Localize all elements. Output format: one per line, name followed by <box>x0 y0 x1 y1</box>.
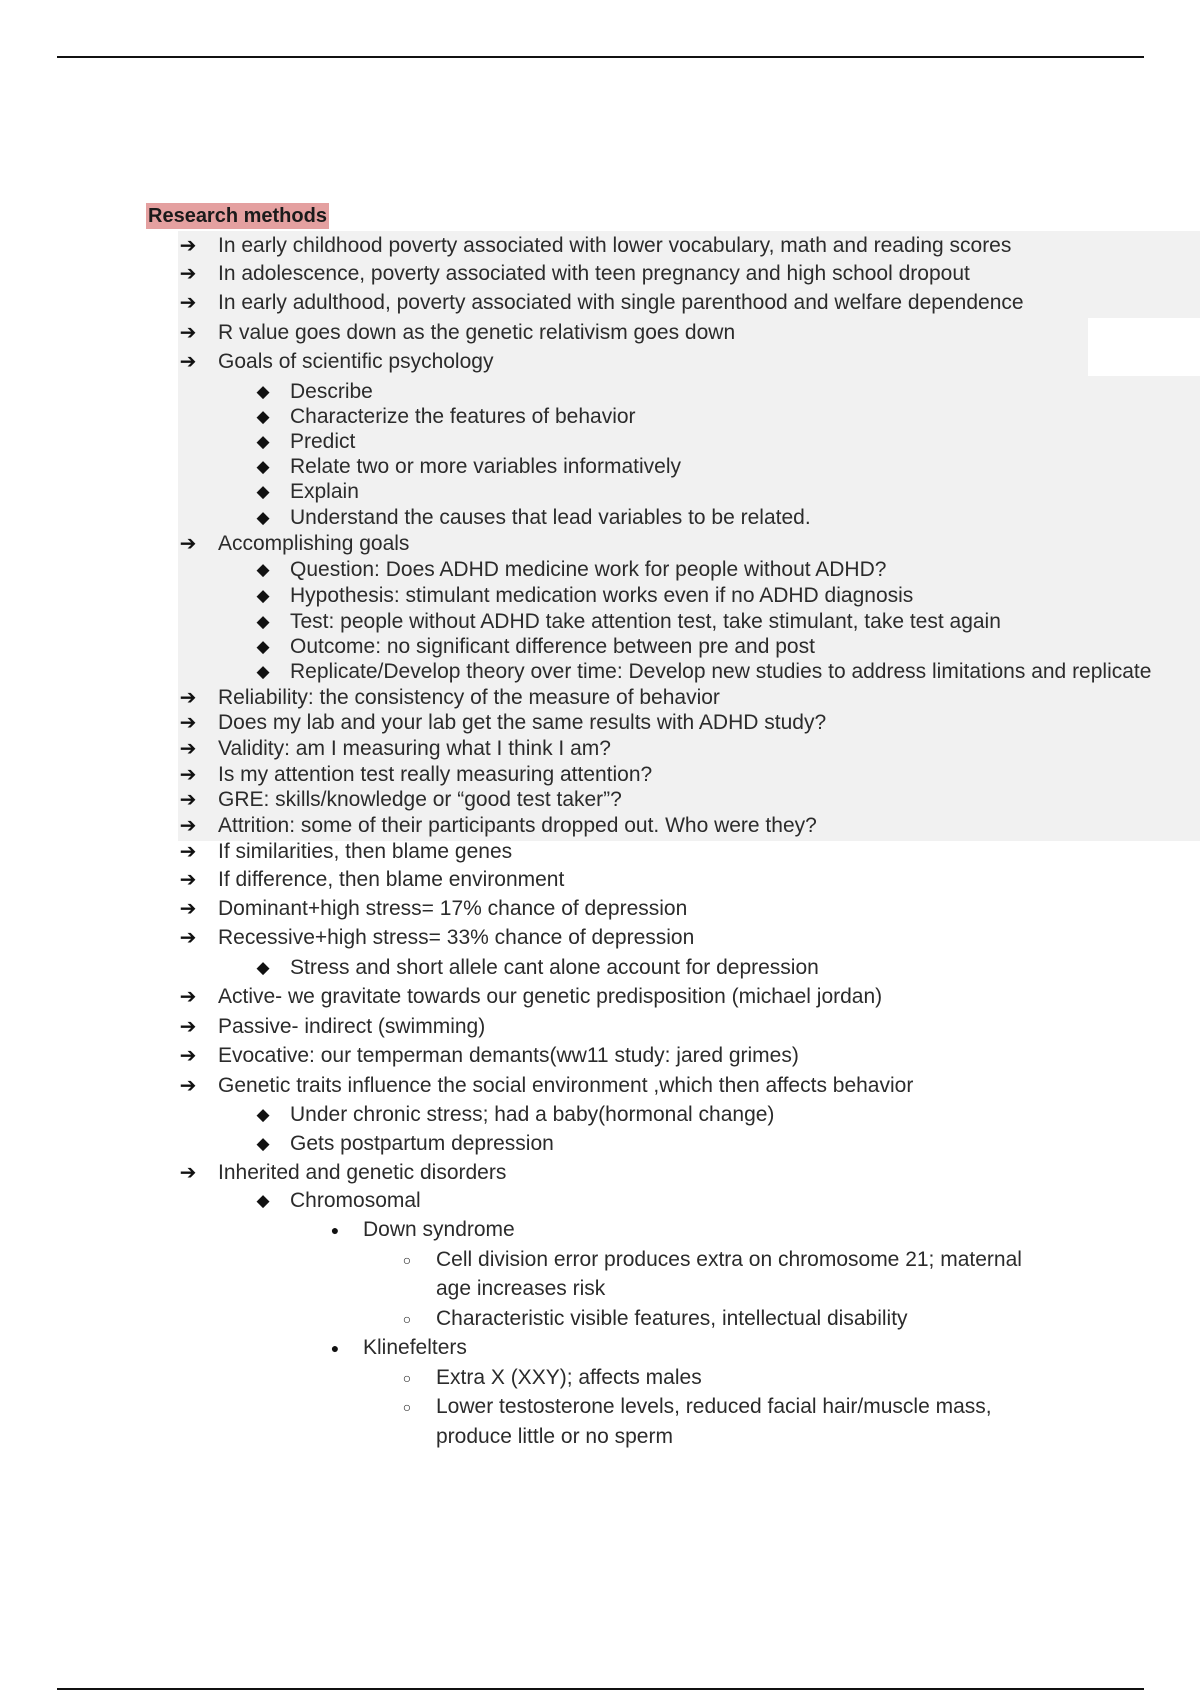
list-item-text: age increases risk <box>436 1277 606 1300</box>
list-item-text: If difference, then blame environment <box>218 868 565 891</box>
arrow-bullet-icon: ➔ <box>179 869 197 891</box>
arrow-bullet-icon: ➔ <box>179 1075 197 1097</box>
list-item-text: Stress and short allele cant alone account for depression <box>290 956 819 979</box>
list-item-text: Understand the causes that lead variables to be related. <box>290 506 811 529</box>
list-item-text: Accomplishing goals <box>218 532 410 555</box>
list-item-text: Lower testosterone levels, reduced facial hair/muscle mass, <box>436 1395 992 1418</box>
diamond-bullet-icon: ◆ <box>256 637 270 656</box>
list-item-text: Down syndrome <box>363 1218 515 1241</box>
dot-bullet-icon: ● <box>330 1340 340 1356</box>
arrow-bullet-icon: ➔ <box>179 841 197 863</box>
list-item-text: Evocative: our temperman demants(ww11 study: jared grimes) <box>218 1044 799 1067</box>
list-item-text: Characterize the features of behavior <box>290 405 636 428</box>
list-item-text: Genetic traits influence the social environment ,which then affects behavior <box>218 1074 914 1097</box>
list-item-text: Reliability: the consistency of the measure of behavior <box>218 686 720 709</box>
list-item-text: GRE: skills/knowledge or “good test taker”? <box>218 788 622 811</box>
arrow-bullet-icon: ➔ <box>179 738 197 760</box>
list-item-text: Under chronic stress; had a baby(hormonal change) <box>290 1103 775 1126</box>
arrow-bullet-icon: ➔ <box>179 764 197 786</box>
arrow-bullet-icon: ➔ <box>179 712 197 734</box>
arrow-bullet-icon: ➔ <box>179 292 197 314</box>
arrow-bullet-icon: ➔ <box>179 533 197 555</box>
diamond-bullet-icon: ◆ <box>256 586 270 605</box>
dot-bullet-icon: ● <box>330 1222 340 1238</box>
list-item-text: Outcome: no significant difference between pre and post <box>290 635 815 658</box>
diamond-bullet-icon: ◆ <box>256 382 270 401</box>
list-item-text: In early childhood poverty associated with lower vocabulary, math and reading scores <box>218 234 1012 257</box>
list-item-text: produce little or no sperm <box>436 1425 673 1448</box>
diamond-bullet-icon: ◆ <box>256 662 270 681</box>
arrow-bullet-icon: ➔ <box>179 898 197 920</box>
arrow-bullet-icon: ➔ <box>179 687 197 709</box>
top-rule <box>57 56 1144 58</box>
circle-bullet-icon: ○ <box>402 1311 412 1327</box>
list-item-text: In early adulthood, poverty associated with single parenthood and welfare dependence <box>218 291 1024 314</box>
section-heading: Research methods <box>148 205 327 227</box>
arrow-bullet-icon: ➔ <box>179 789 197 811</box>
list-item-text: Dominant+high stress= 17% chance of depression <box>218 897 688 920</box>
arrow-bullet-icon: ➔ <box>179 927 197 949</box>
diamond-bullet-icon: ◆ <box>256 1105 270 1124</box>
list-item-text: Cell division error produces extra on chromosome 21; maternal <box>436 1248 1022 1271</box>
diamond-bullet-icon: ◆ <box>256 482 270 501</box>
list-item-text: R value goes down as the genetic relativism goes down <box>218 321 736 344</box>
list-item-text: Does my lab and your lab get the same results with ADHD study? <box>218 711 827 734</box>
diamond-bullet-icon: ◆ <box>256 407 270 426</box>
diamond-bullet-icon: ◆ <box>256 1191 270 1210</box>
list-item-text: Extra X (XXY); affects males <box>436 1366 702 1389</box>
diamond-bullet-icon: ◆ <box>256 432 270 451</box>
diamond-bullet-icon: ◆ <box>256 1134 270 1153</box>
list-item-text: Klinefelters <box>363 1336 467 1359</box>
list-item-text: Test: people without ADHD take attention test, take stimulant, take test again <box>290 610 1001 633</box>
diamond-bullet-icon: ◆ <box>256 560 270 579</box>
list-item-text: Recessive+high stress= 33% chance of depression <box>218 926 695 949</box>
arrow-bullet-icon: ➔ <box>179 815 197 837</box>
list-item-text: Validity: am I measuring what I think I am? <box>218 737 611 760</box>
list-item-text: If similarities, then blame genes <box>218 840 513 863</box>
list-item-text: Hypothesis: stimulant medication works even if no ADHD diagnosis <box>290 584 914 607</box>
list-item-text: Is my attention test really measuring attention? <box>218 763 653 786</box>
list-item-text: Gets postpartum depression <box>290 1132 554 1155</box>
list-item-text: Describe <box>290 380 373 403</box>
circle-bullet-icon: ○ <box>402 1252 412 1268</box>
arrow-bullet-icon: ➔ <box>179 1045 197 1067</box>
diamond-bullet-icon: ◆ <box>256 612 270 631</box>
list-item-text: Passive- indirect (swimming) <box>218 1015 486 1038</box>
arrow-bullet-icon: ➔ <box>179 1162 197 1184</box>
list-item-text: Attrition: some of their participants dropped out. Who were they? <box>218 814 817 837</box>
diamond-bullet-icon: ◆ <box>256 958 270 977</box>
list-item-text: Relate two or more variables informatively <box>290 455 681 478</box>
list-item-text: Goals of scientific psychology <box>218 350 494 373</box>
list-item-text: Chromosomal <box>290 1189 421 1212</box>
circle-bullet-icon: ○ <box>402 1370 412 1386</box>
diamond-bullet-icon: ◆ <box>256 508 270 527</box>
bottom-rule <box>57 1688 1144 1690</box>
arrow-bullet-icon: ➔ <box>179 322 197 344</box>
list-item-text: Characteristic visible features, intellectual disability <box>436 1307 908 1330</box>
arrow-bullet-icon: ➔ <box>179 235 197 257</box>
arrow-bullet-icon: ➔ <box>179 263 197 285</box>
arrow-bullet-icon: ➔ <box>179 1016 197 1038</box>
list-item-text: Inherited and genetic disorders <box>218 1161 507 1184</box>
circle-bullet-icon: ○ <box>402 1399 412 1415</box>
list-item-text: Question: Does ADHD medicine work for people without ADHD? <box>290 558 887 581</box>
diamond-bullet-icon: ◆ <box>256 457 270 476</box>
list-item-text: Predict <box>290 430 356 453</box>
list-item-text: Replicate/Develop theory over time: Develop new studies to address limitations and replicate <box>290 660 1152 683</box>
list-item-text: In adolescence, poverty associated with teen pregnancy and high school dropout <box>218 262 970 285</box>
arrow-bullet-icon: ➔ <box>179 351 197 373</box>
list-item-text: Explain <box>290 480 359 503</box>
arrow-bullet-icon: ➔ <box>179 986 197 1008</box>
list-item-text: Active- we gravitate towards our genetic predisposition (michael jordan) <box>218 985 883 1008</box>
